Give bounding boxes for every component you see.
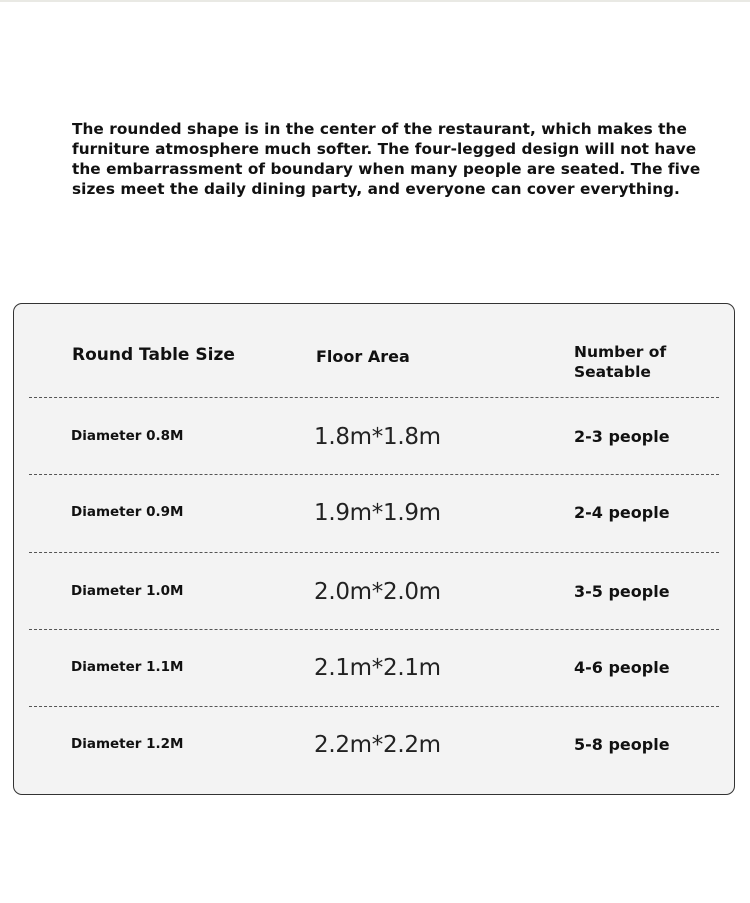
row-size-cell: Diameter 0.9M xyxy=(71,504,184,520)
header-number-of-seatable xyxy=(574,342,666,382)
header-round-table-size: Round Table Size xyxy=(72,345,235,365)
intro-line: The rounded shape is in the center of the restaurant, which makes the xyxy=(72,120,687,138)
intro-line: furniture atmosphere much softer. The four-legged design will not have xyxy=(72,140,697,158)
row-size-cell: Diameter 1.2M xyxy=(71,736,184,752)
row-divider xyxy=(29,629,719,630)
header-floor-area: Floor Area xyxy=(316,347,410,366)
row-area-cell: 2.1m*2.1m xyxy=(314,655,441,681)
row-seat-cell: 2-4 people xyxy=(574,503,670,522)
row-seat-cell: 5-8 people xyxy=(574,735,670,754)
row-area-cell: 1.9m*1.9m xyxy=(314,500,441,526)
row-divider xyxy=(29,474,719,475)
row-divider xyxy=(29,706,719,707)
top-border-line xyxy=(0,0,750,2)
row-seat-cell: 3-5 people xyxy=(574,582,670,601)
header-seat-line: Seatable xyxy=(574,363,651,381)
row-area-cell: 1.8m*1.8m xyxy=(314,424,441,450)
size-table xyxy=(13,303,735,795)
intro-line: sizes meet the daily dining party, and everyone can cover everything. xyxy=(72,180,680,198)
row-size-cell: Diameter 1.1M xyxy=(71,659,184,675)
row-area-cell: 2.2m*2.2m xyxy=(314,732,441,758)
intro-line: the embarrassment of boundary when many people are seated. The five xyxy=(72,160,701,178)
row-area-cell: 2.0m*2.0m xyxy=(314,579,441,605)
row-seat-cell: 4-6 people xyxy=(574,658,670,677)
header-seat-line: Number of xyxy=(574,343,667,361)
intro-paragraph xyxy=(72,119,701,199)
row-size-cell: Diameter 0.8M xyxy=(71,428,184,444)
row-size-cell: Diameter 1.0M xyxy=(71,583,184,599)
row-divider xyxy=(29,397,719,398)
row-seat-cell: 2-3 people xyxy=(574,427,670,446)
row-divider xyxy=(29,552,719,553)
